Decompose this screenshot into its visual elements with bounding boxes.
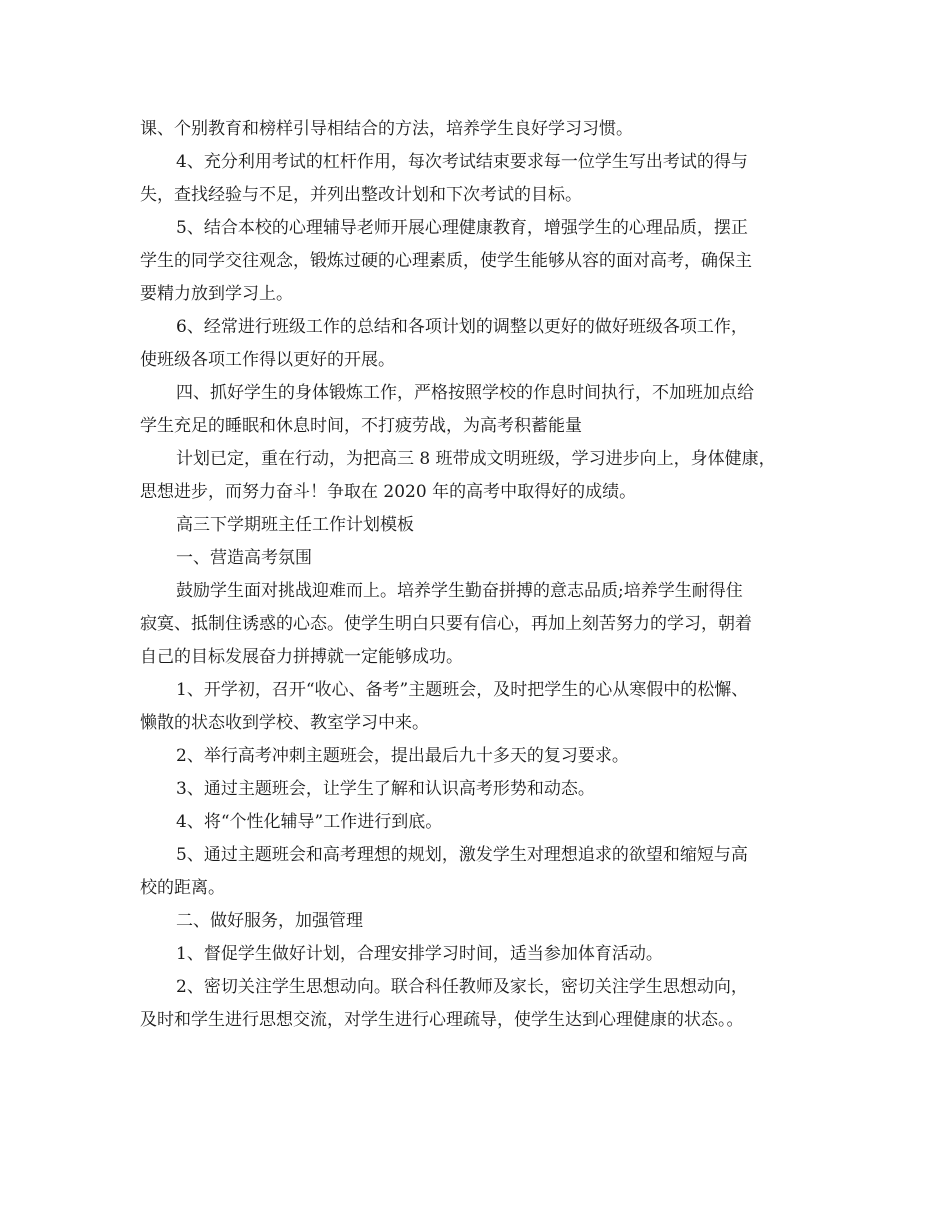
text-line: 计划已定，重在行动，为把高三 8 班带成文明班级，学习进步向上，身体健康， bbox=[176, 449, 776, 469]
text-line: 学生的同学交往观念，锻炼过硬的心理素质，使学生能够从容的面对高考，确保主 bbox=[140, 251, 752, 271]
text-line: 失，查找经验与不足，并列出整改计划和下次考试的目标。 bbox=[140, 185, 582, 205]
text-line: 4、将“个性化辅导”工作进行到底。 bbox=[176, 812, 443, 832]
text-line: 校的距离。 bbox=[140, 878, 225, 898]
section-heading: 一、营造高考氛围 bbox=[176, 548, 312, 568]
document-body bbox=[140, 113, 820, 1037]
text-line: 2、举行高考冲刺主题班会，提出最后九十多天的复习要求。 bbox=[176, 746, 629, 766]
text-line: 1、开学初，召开“收心、备考”主题班会，及时把学生的心从寒假中的松懈、 bbox=[176, 680, 749, 700]
text-line: 课、个别教育和榜样引导相结合的方法，培养学生良好学习习惯。 bbox=[140, 119, 633, 139]
section-heading: 二、做好服务，加强管理 bbox=[176, 911, 363, 931]
section-title: 高三下学期班主任工作计划模板 bbox=[176, 515, 414, 535]
text-line: 思想进步，而努力奋斗！争取在 2020 年的高考中取得好的成绩。 bbox=[140, 482, 637, 502]
text-line: 5、通过主题班会和高考理想的规划，激发学生对理想追求的欲望和缩短与高 bbox=[176, 845, 748, 865]
text-line: 3、通过主题班会，让学生了解和认识高考形势和动态。 bbox=[176, 779, 595, 799]
text-line: 6、经常进行班级工作的总结和各项计划的调整以更好的做好班级各项工作， bbox=[176, 317, 748, 337]
text-line: 四、抓好学生的身体锻炼工作，严格按照学校的作息时间执行，不加班加点给 bbox=[176, 383, 754, 403]
text-line: 鼓励学生面对挑战迎难而上。培养学生勤奋拼搏的意志品质;培养学生耐得住 bbox=[176, 581, 743, 601]
text-line: 懒散的状态收到学校、教室学习中来。 bbox=[140, 713, 429, 733]
text-line: 寂寞、抵制住诱惑的心态。使学生明白只要有信心，再加上刻苦努力的学习，朝着 bbox=[140, 614, 752, 634]
text-line: 1、督促学生做好计划，合理安排学习时间，适当参加体育活动。 bbox=[176, 944, 663, 964]
text-line: 2、密切关注学生思想动向。联合科任教师及家长，密切关注学生思想动向， bbox=[176, 977, 748, 997]
text-line: 4、充分利用考试的杠杆作用，每次考试结束要求每一位学生写出考试的得与 bbox=[176, 152, 748, 172]
text-line: 5、结合本校的心理辅导老师开展心理健康教育，增强学生的心理品质，摆正 bbox=[176, 218, 748, 238]
text-line: 使班级各项工作得以更好的开展。 bbox=[140, 350, 395, 370]
text-line: 及时和学生进行思想交流，对学生进行心理疏导，使学生达到心理健康的状态。。 bbox=[140, 1010, 744, 1030]
text-line: 要精力放到学习上。 bbox=[140, 284, 293, 304]
text-line: 自己的目标发展奋力拼搏就一定能够成功。 bbox=[140, 647, 463, 667]
text-line: 学生充足的睡眠和休息时间，不打疲劳战，为高考积蓄能量 bbox=[140, 416, 582, 436]
